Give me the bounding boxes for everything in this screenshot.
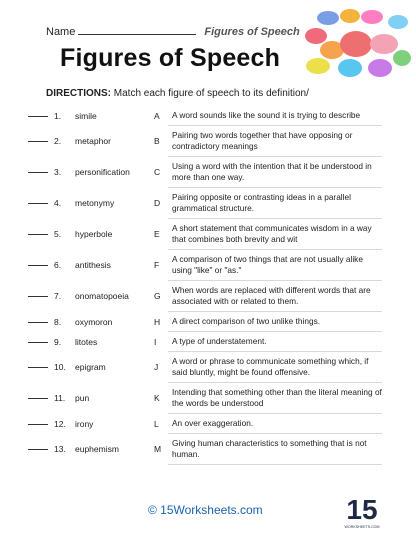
directions-label: DIRECTIONS: xyxy=(46,88,111,99)
list-item xyxy=(54,414,382,434)
name-label: Name xyxy=(46,26,76,38)
directions xyxy=(46,88,309,99)
definition-letter: H xyxy=(154,316,161,327)
item-number: 12. xyxy=(54,418,66,429)
item-number: 2. xyxy=(54,136,62,146)
list-item xyxy=(54,332,382,352)
footer-copyright[interactable]: © 15Worksheets.com xyxy=(148,503,263,517)
definition-letter: C xyxy=(154,167,161,177)
answer-blank[interactable] xyxy=(28,398,48,399)
list-item xyxy=(54,281,382,312)
list-item xyxy=(54,219,382,250)
definition-letter: L xyxy=(154,418,159,429)
answer-blank[interactable] xyxy=(28,141,48,142)
name-field[interactable] xyxy=(78,24,196,35)
15worksheets-logo xyxy=(344,493,380,531)
answer-blank[interactable] xyxy=(28,234,48,235)
logo-text: WORKSHEETS.COM xyxy=(344,525,380,529)
definition-letter: G xyxy=(154,291,161,301)
definition-letter: D xyxy=(154,198,161,208)
definition-text: A word sounds like the sound it is trying to describe xyxy=(172,110,361,120)
answer-blank[interactable] xyxy=(28,367,48,368)
item-term: oxymoron xyxy=(75,316,113,327)
item-number: 7. xyxy=(54,291,62,301)
item-term: litotes xyxy=(75,336,98,347)
item-term: simile xyxy=(75,110,97,121)
definition-text: A word or phrase to communicate something which, if said bluntly, might be found offensive. xyxy=(172,356,369,377)
definition-text: Pairing two words together that have opposing or contradictory meanings xyxy=(172,130,353,151)
definition-letter: K xyxy=(154,393,160,403)
answer-blank[interactable] xyxy=(28,116,48,117)
answer-blank[interactable] xyxy=(28,322,48,323)
logo-number: 15 xyxy=(346,494,378,525)
item-number: 11. xyxy=(54,393,66,403)
item-term: epigram xyxy=(75,362,106,372)
item-number: 1. xyxy=(54,110,62,121)
list-item xyxy=(54,250,382,281)
item-term: irony xyxy=(75,418,94,429)
name-row xyxy=(46,24,300,38)
answer-blank[interactable] xyxy=(28,424,48,425)
item-term: metonymy xyxy=(75,198,115,208)
definition-letter: M xyxy=(154,444,162,454)
definition-text: Giving human characteristics to something that is not human. xyxy=(172,438,367,459)
answer-blank[interactable] xyxy=(28,342,48,343)
answer-blank[interactable] xyxy=(28,172,48,173)
definition-letter: J xyxy=(154,362,159,372)
definition-letter: B xyxy=(154,136,160,146)
header-subtitle: Figures of Speech xyxy=(204,26,300,38)
item-number: 13. xyxy=(54,444,66,454)
answer-blank[interactable] xyxy=(28,296,48,297)
item-number: 10. xyxy=(54,362,66,372)
definition-text: When words are replaced with different words that are associated with or related to them. xyxy=(172,285,371,306)
directions-text: Match each figure of speech to its definition/ xyxy=(111,88,309,99)
list-item xyxy=(54,126,382,157)
item-term: onomatopoeia xyxy=(75,291,129,301)
definition-text: Using a word with the intention that it be understood in more than one way. xyxy=(172,161,372,182)
item-term: hyperbole xyxy=(75,229,113,239)
answer-blank[interactable] xyxy=(28,203,48,204)
item-number: 9. xyxy=(54,336,62,347)
definition-letter: F xyxy=(154,260,160,270)
speech-bubbles-icon xyxy=(302,8,412,82)
definition-text: Pairing opposite or contrasting ideas in a parallel grammatical structure. xyxy=(172,192,351,213)
item-number: 8. xyxy=(54,316,62,327)
list-item xyxy=(54,157,382,188)
definition-text: A short statement that communicates wisdom in a way that combines both brevity and wit xyxy=(172,223,372,244)
item-number: 5. xyxy=(54,229,62,239)
item-term: personification xyxy=(75,167,130,177)
answer-blank[interactable] xyxy=(28,265,48,266)
item-term: metaphor xyxy=(75,136,111,146)
item-term: antithesis xyxy=(75,260,111,270)
item-number: 3. xyxy=(54,167,62,177)
item-number: 6. xyxy=(54,260,62,270)
item-number: 4. xyxy=(54,198,62,208)
definition-letter: E xyxy=(154,229,160,239)
matching-list xyxy=(0,106,416,465)
list-item xyxy=(54,106,382,126)
definition-letter: A xyxy=(154,110,160,121)
answer-blank[interactable] xyxy=(28,449,48,450)
definition-text: A comparison of two things that are not usually alike using "like" or "as." xyxy=(172,254,363,275)
list-item xyxy=(54,383,382,414)
item-term: euphemism xyxy=(75,444,119,454)
definition-text: Intending that something other than the literal meaning of the words be understood xyxy=(172,387,382,408)
list-item xyxy=(54,352,382,383)
definition-text: A type of understatement. xyxy=(172,336,267,346)
definition-text: A direct comparison of two unlike things. xyxy=(172,316,321,326)
item-term: pun xyxy=(75,393,90,403)
list-item xyxy=(54,188,382,219)
definition-text: An over exaggeration. xyxy=(172,418,254,428)
definition-letter: I xyxy=(154,336,157,347)
page-title: Figures of Speech xyxy=(60,44,281,72)
list-item xyxy=(54,312,382,332)
list-item xyxy=(54,434,382,465)
